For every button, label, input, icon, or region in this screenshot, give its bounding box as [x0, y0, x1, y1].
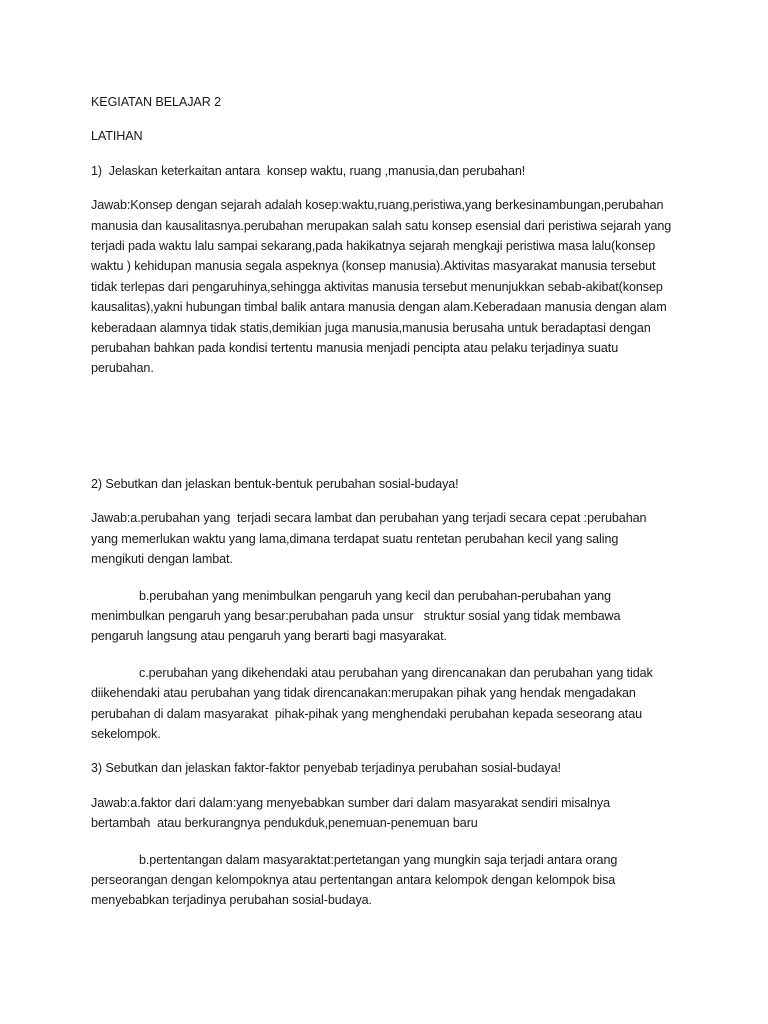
answer-line: tidak terlepas dari pengaruhinya,sehingga aktivitas manusia tersebut menunjukkan sebab-akibat(konsep	[91, 279, 663, 294]
answer-line: sekelompok.	[91, 726, 161, 741]
answer-1	[91, 195, 691, 379]
answer-line: b.perubahan yang menimbulkan pengaruh yang kecil dan perubahan-perubahan yang	[139, 588, 611, 603]
answer-line: perubahan bahkan pada kondisi tertentu manusia menjadi pencipta atau pelaku terjadinya suatu	[91, 341, 619, 356]
document-heading: KEGIATAN BELAJAR 2	[91, 95, 222, 109]
answer-line: keberadaan alamnya tidak statis,demikian juga manusia,manusia berusaha untuk beradaptasi dengan	[91, 320, 651, 335]
answer-line: bertambah atau berkurangnya pendukduk,penemuan-penemuan baru	[91, 816, 478, 831]
document-subheading: LATIHAN	[91, 129, 143, 144]
answer-line: Jawab:Konsep dengan sejarah adalah kosep:waktu,ruang,peristiwa,yang berkesinambungan,perubahan	[91, 198, 664, 213]
answer-line: manusia dan kausalitasnya.perubahan merupakan salah satu konsep esensial dari peristiwa sejarah yang	[91, 218, 672, 233]
answer-line: c.perubahan yang dikehendaki atau perubahan yang direncanakan dan perubahan yang tidak	[139, 665, 653, 680]
answer-3b	[91, 850, 691, 870]
answer-line: yang memerlukan waktu yang lama,dimana terdapat suatu rentetan perubahan kecil yang saling	[91, 531, 619, 546]
answer-2a	[91, 508, 691, 569]
answer-line: perubahan di dalam masyarakat pihak-pihak yang menghendaki perubahan kepada seseorang atau	[91, 706, 643, 721]
answer-line: b.pertentangan dalam masyaraktat:pertetangan yang mungkin saja terjadi antara orang	[139, 852, 618, 867]
answer-line: kausalitas),yakni hubungan timbal balik antara manusia dengan alam.Keberadaan manusia dengan alam	[91, 300, 667, 315]
answer-2c	[91, 663, 691, 683]
answer-2b	[91, 586, 691, 606]
answer-line: perubahan.	[91, 361, 154, 376]
answer-3a	[91, 793, 691, 834]
answer-line: menyebabkan terjadinya perubahan sosial-budaya.	[91, 893, 372, 908]
answer-line: perseorangan dengan kelompoknya atau pertentangan antara kelompok dengan kelompok bisa	[91, 872, 616, 887]
answer-line: waktu ) kehidupan manusia segala aspeknya (konsep manusia).Aktivitas masyarakat manusia tersebut	[91, 259, 656, 274]
question-2: 2) Sebutkan dan jelaskan bentuk-bentuk perubahan sosial-budaya!	[91, 476, 459, 491]
answer-line: diikehendaki atau perubahan yang tidak direncanakan:merupakan pihak yang hendak mengadakan	[91, 686, 636, 701]
answer-line: Jawab:a.perubahan yang terjadi secara lambat dan perubahan yang terjadi secara cepat :perubahan	[91, 511, 647, 526]
question-1: 1) Jelaskan keterkaitan antara konsep waktu, ruang ,manusia,dan perubahan!	[91, 163, 526, 178]
document-body	[91, 92, 691, 911]
answer-3b-continued	[91, 870, 691, 911]
answer-line: mengikuti dengan lambat.	[91, 552, 233, 567]
answer-line: terjadi pada waktu lalu sampai sekarang,pada hakikatnya sejarah mengkaji peristiwa masa lalu(konsep	[91, 239, 656, 254]
answer-2c-continued	[91, 683, 691, 744]
answer-line: Jawab:a.faktor dari dalam:yang menyebabkan sumber dari dalam masyarakat sendiri misalnya	[91, 795, 610, 810]
answer-2b-continued	[91, 606, 691, 647]
answer-line: menimbulkan pengaruh yang besar:perubahan pada unsur struktur sosial yang tidak membawa	[91, 608, 621, 623]
question-3: 3) Sebutkan dan jelaskan faktor-faktor penyebab terjadinya perubahan sosial-budaya!	[91, 761, 561, 776]
answer-line: pengaruh langsung atau pengaruh yang berarti bagi masyarakat.	[91, 629, 447, 644]
